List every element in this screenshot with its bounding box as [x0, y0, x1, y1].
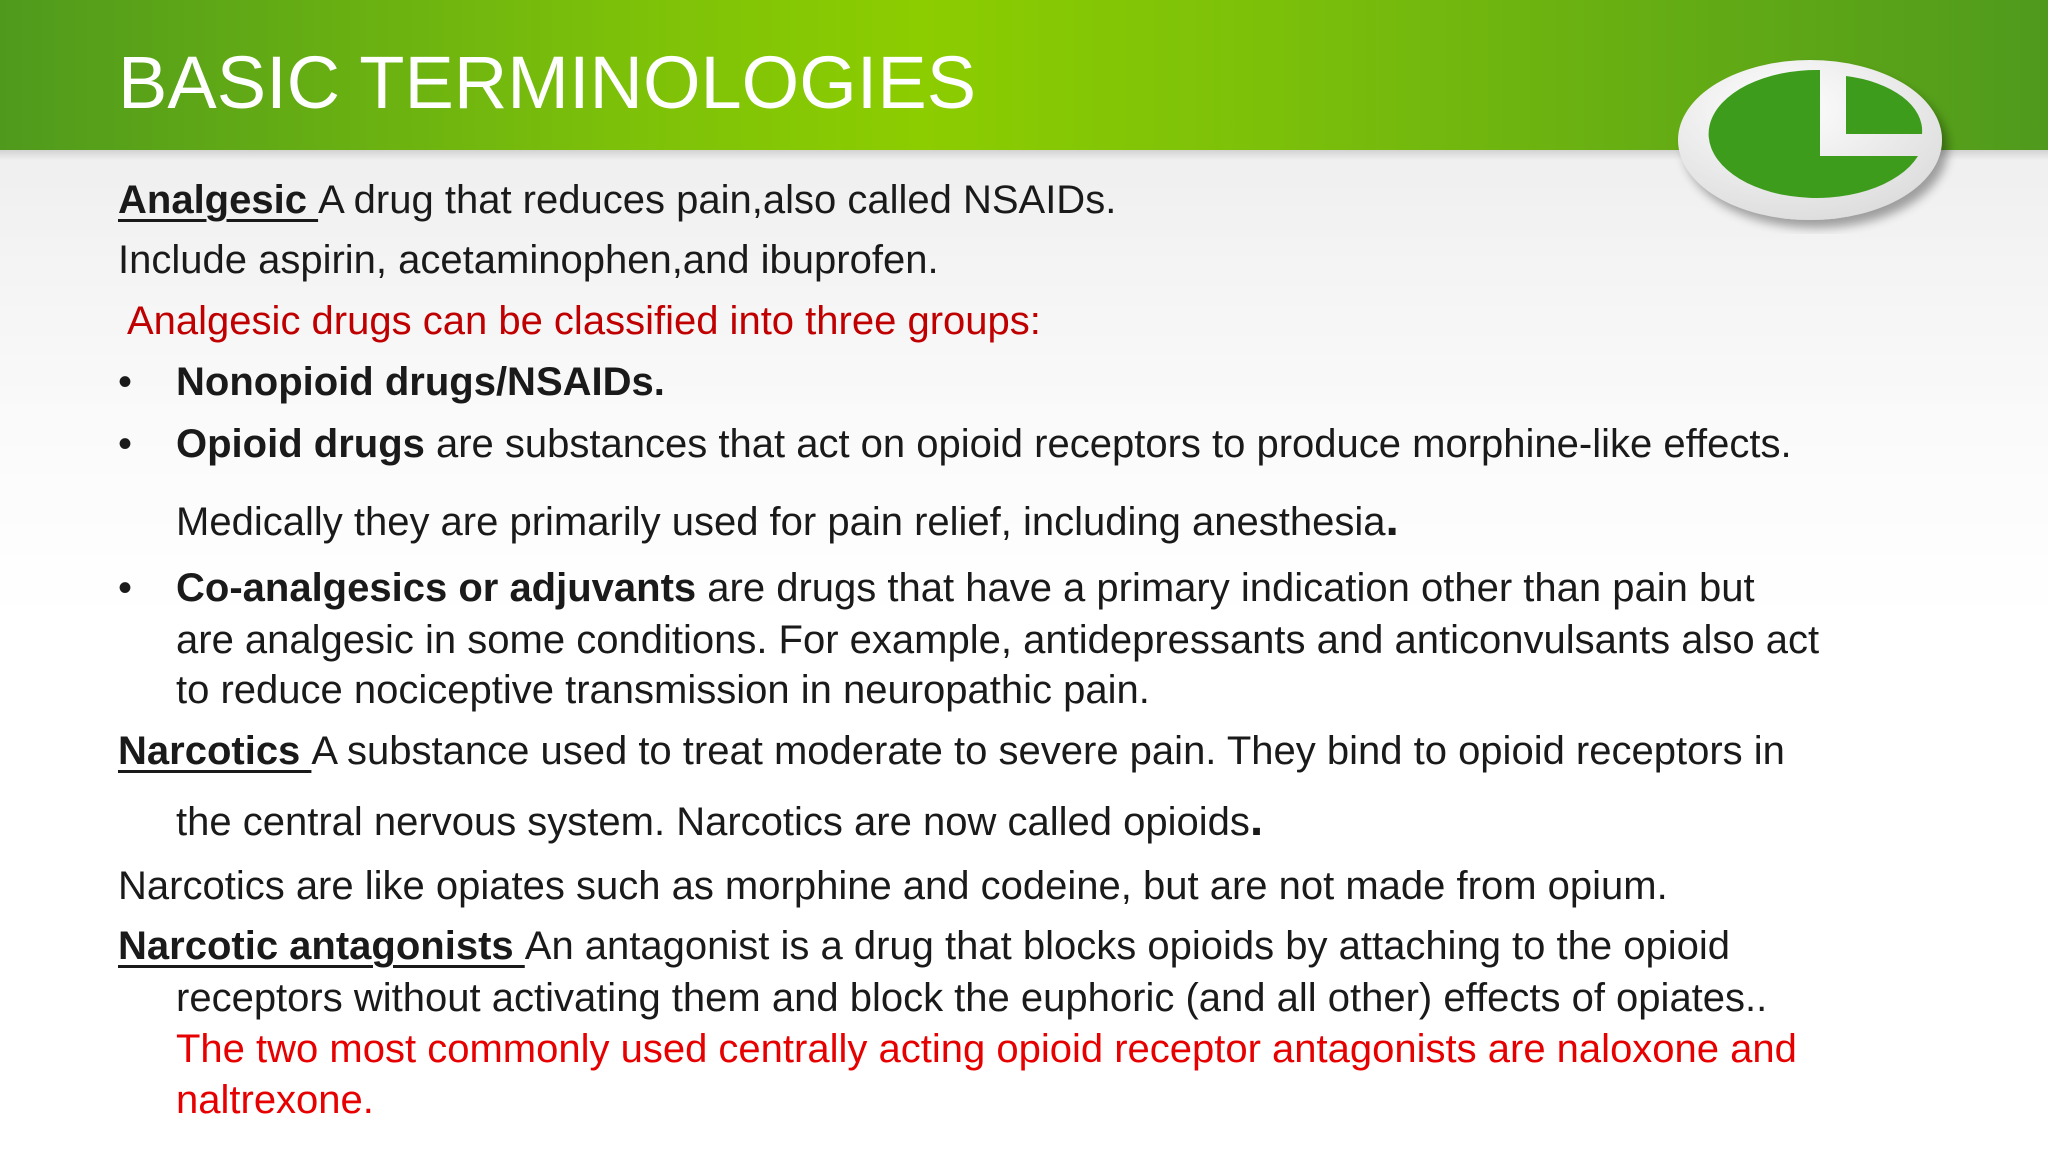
term-narcotic-antagonists: Narcotic antagonists [118, 924, 525, 968]
bullet-opioid: Opioid drugs are substances that act on opioid receptors to produce morphine-like effects. [176, 422, 1792, 466]
bullet-nonopioid: Nonopioid drugs/NSAIDs. [176, 360, 665, 404]
bullet-marker: • [118, 360, 133, 404]
antagonists-definition-line-2: receptors without activating them and block the euphoric (and all other) effects of opiates.. [176, 976, 1768, 1020]
slide-title: BASIC TERMINOLOGIES [118, 41, 977, 124]
term-narcotics: Narcotics [118, 729, 312, 773]
bullet-marker: • [118, 566, 133, 610]
antagonists-note-line-1: The two most commonly used centrally acting opioid receptor antagonists are naloxone and [176, 1027, 1797, 1071]
analgesic-definition: Analgesic A drug that reduces pain,also called NSAIDs. [118, 178, 1117, 222]
bullet-coanalgesic: Co-analgesics or adjuvants are drugs that have a primary indication other than pain but [176, 566, 1755, 610]
narcotics-note: Narcotics are like opiates such as morphine and codeine, but are not made from opium. [118, 864, 1668, 908]
antagonists-definition: Narcotic antagonists An antagonist is a drug that blocks opioids by attaching to the opioid [118, 924, 1730, 968]
narcotics-definition: Narcotics A substance used to treat moderate to severe pain. They bind to opioid receptors in [118, 729, 1785, 773]
bullet-coanalgesic-line-3: to reduce nociceptive transmission in neuropathic pain. [176, 668, 1150, 712]
term-coanalgesics: Co-analgesics or adjuvants [176, 566, 697, 610]
term-opioid-drugs: Opioid drugs [176, 422, 425, 466]
term-analgesic: Analgesic [118, 178, 319, 222]
antagonists-note-line-2: naltrexone. [176, 1078, 374, 1122]
bullet-opioid-continued: Medically they are primarily used for pain relief, including anesthesia. [176, 493, 1399, 546]
analgesic-classification: Analgesic drugs can be classified into three groups: [127, 299, 1041, 343]
analgesic-examples: Include aspirin, acetaminophen,and ibuprofen. [118, 238, 939, 282]
bullet-coanalgesic-line-2: are analgesic in some conditions. For example, antidepressants and anticonvulsants also act [176, 618, 1820, 662]
bullet-marker: • [118, 422, 133, 466]
narcotics-definition-continued: the central nervous system. Narcotics are now called opioids. [176, 793, 1264, 846]
